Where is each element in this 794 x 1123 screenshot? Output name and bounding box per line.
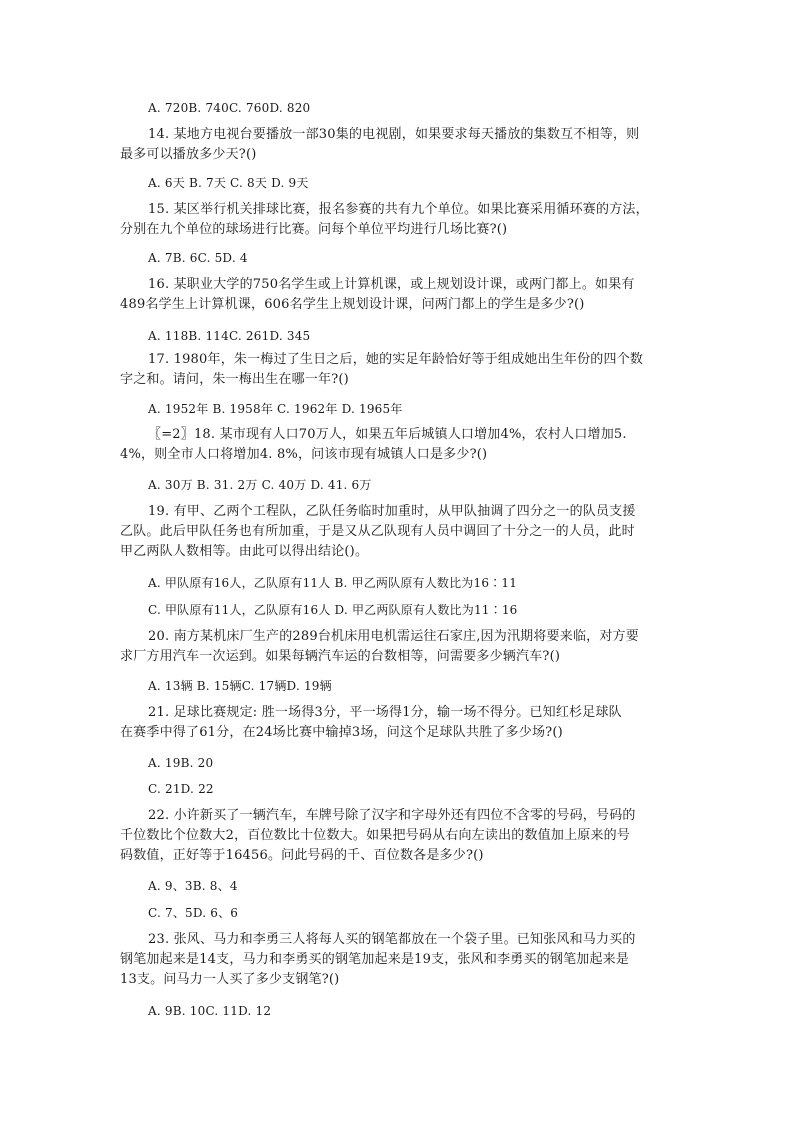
q23-options: A. 9B. 10C. 11D. 12 — [148, 1004, 272, 1018]
q18-options: A. 30万 B. 31. 2万 C. 40万 D. 41. 6万 — [148, 478, 372, 492]
q19-options-ab: A. 甲队原有16人，乙队原有11人 B. 甲乙两队原有人数比为16∶11 — [148, 576, 518, 590]
q19-text: 19. 有甲、乙两个工程队，乙队任务临时加重时，从甲队抽调了四分之一的队员支援 — [148, 504, 636, 519]
q18-text-cont: 4%，则全市人口将增加4. 8%，问该市现有城镇人口是多少?() — [120, 447, 488, 462]
q18-text: 〖=2〗18. 某市现有人口70万人，如果五年后城镇人口增加4%，农村人口增加5. — [148, 427, 627, 442]
q16-options: A. 118B. 114C. 261D. 345 — [148, 329, 311, 343]
q17-text-cont: 字之和。请问，朱一梅出生在哪一年?() — [120, 372, 349, 387]
q21-text-cont: 在赛季中得了61分，在24场比赛中输掉3场，问这个足球队共胜了多少场?() — [120, 725, 563, 740]
q21-options-ab: A. 19B. 20 — [148, 756, 214, 770]
q16-text-cont: 489名学生上计算机课，606名学生上规划设计课，问两门都上的学生是多少?() — [120, 297, 585, 312]
q23-text-cont-2: 13支。问马力一人买了多少支钢笔?() — [120, 972, 340, 987]
q22-text: 22. 小许新买了一辆汽车，车牌号除了汉字和字母外还有四位不含零的号码，号码的 — [148, 808, 636, 823]
q20-text-cont: 求厂方用汽车一次运到。如果每辆汽车运的台数相等，问需要多少辆汽车?() — [120, 649, 561, 664]
q15-options: A. 7B. 6C. 5D. 4 — [148, 251, 248, 265]
q21-text: 21. 足球比赛规定: 胜一场得3分，平一场得1分，输一场不得分。已知红杉足球队 — [148, 705, 622, 720]
q19-text-cont-2: 甲乙两队人数相等。由此可以得出结论()。 — [120, 544, 369, 559]
q19-text-cont-1: 乙队。此后甲队任务也有所加重，于是又从乙队现有人员中调回了十分之一的人员，此时 — [120, 524, 635, 539]
q20-options: A. 13辆 B. 15辆C. 17辆D. 19辆 — [148, 679, 332, 693]
q22-options-ab: A. 9、3B. 8、4 — [148, 879, 238, 893]
q14-text: 14. 某地方电视台要播放一部30集的电视剧，如果要求每天播放的集数互不相等，则 — [148, 127, 640, 142]
q22-text-cont-1: 千位数比个位数大2，百位数比十位数大。如果把号码从右向左读出的数值加上原来的号 — [120, 828, 631, 843]
q22-options-cd: C. 7、5D. 6、6 — [148, 906, 239, 920]
q14-options: A. 6天 B. 7天 C. 8天 D. 9天 — [148, 176, 309, 190]
q20-text: 20. 南方某机床厂生产的289台机床用电机需运往石家庄,因为汛期将要来临，对方要 — [148, 629, 639, 644]
q23-text-cont-1: 钢笔加起来是14支，马力和李勇买的钢笔加起来是19支，张风和李勇买的钢笔加起来是 — [120, 952, 630, 967]
q19-options-cd: C. 甲队原有11人，乙队原有16人 D. 甲乙两队原有人数比为11∶16 — [148, 603, 518, 617]
q23-text: 23. 张风、马力和李勇三人将每人买的钢笔都放在一个袋子里。已知张风和马力买的 — [148, 932, 636, 947]
q15-text: 15. 某区举行机关排球比赛，报名参赛的共有九个单位。如果比赛采用循环赛的方法， — [148, 202, 649, 217]
q16-text: 16. 某职业大学的750名学生或上计算机课，或上规划设计课，或两门都上。如果有 — [148, 277, 635, 292]
q13-options: A. 720B. 740C. 760D. 820 — [148, 101, 311, 115]
q14-text-cont: 最多可以播放多少天?() — [120, 147, 257, 162]
q17-options: A. 1952年 B. 1958年 C. 1962年 D. 1965年 — [148, 402, 403, 416]
q15-text-cont: 分别在九个单位的球场进行比赛。问每个单位平均进行几场比赛?() — [120, 222, 508, 237]
q21-options-cd: C. 21D. 22 — [148, 782, 214, 796]
q22-text-cont-2: 码数值，正好等于16456。问此号码的千、百位数各是多少?() — [120, 848, 484, 863]
q17-text: 17. 1980年，朱一梅过了生日之后，她的实足年龄恰好等于组成她出生年份的四个数 — [148, 352, 644, 367]
